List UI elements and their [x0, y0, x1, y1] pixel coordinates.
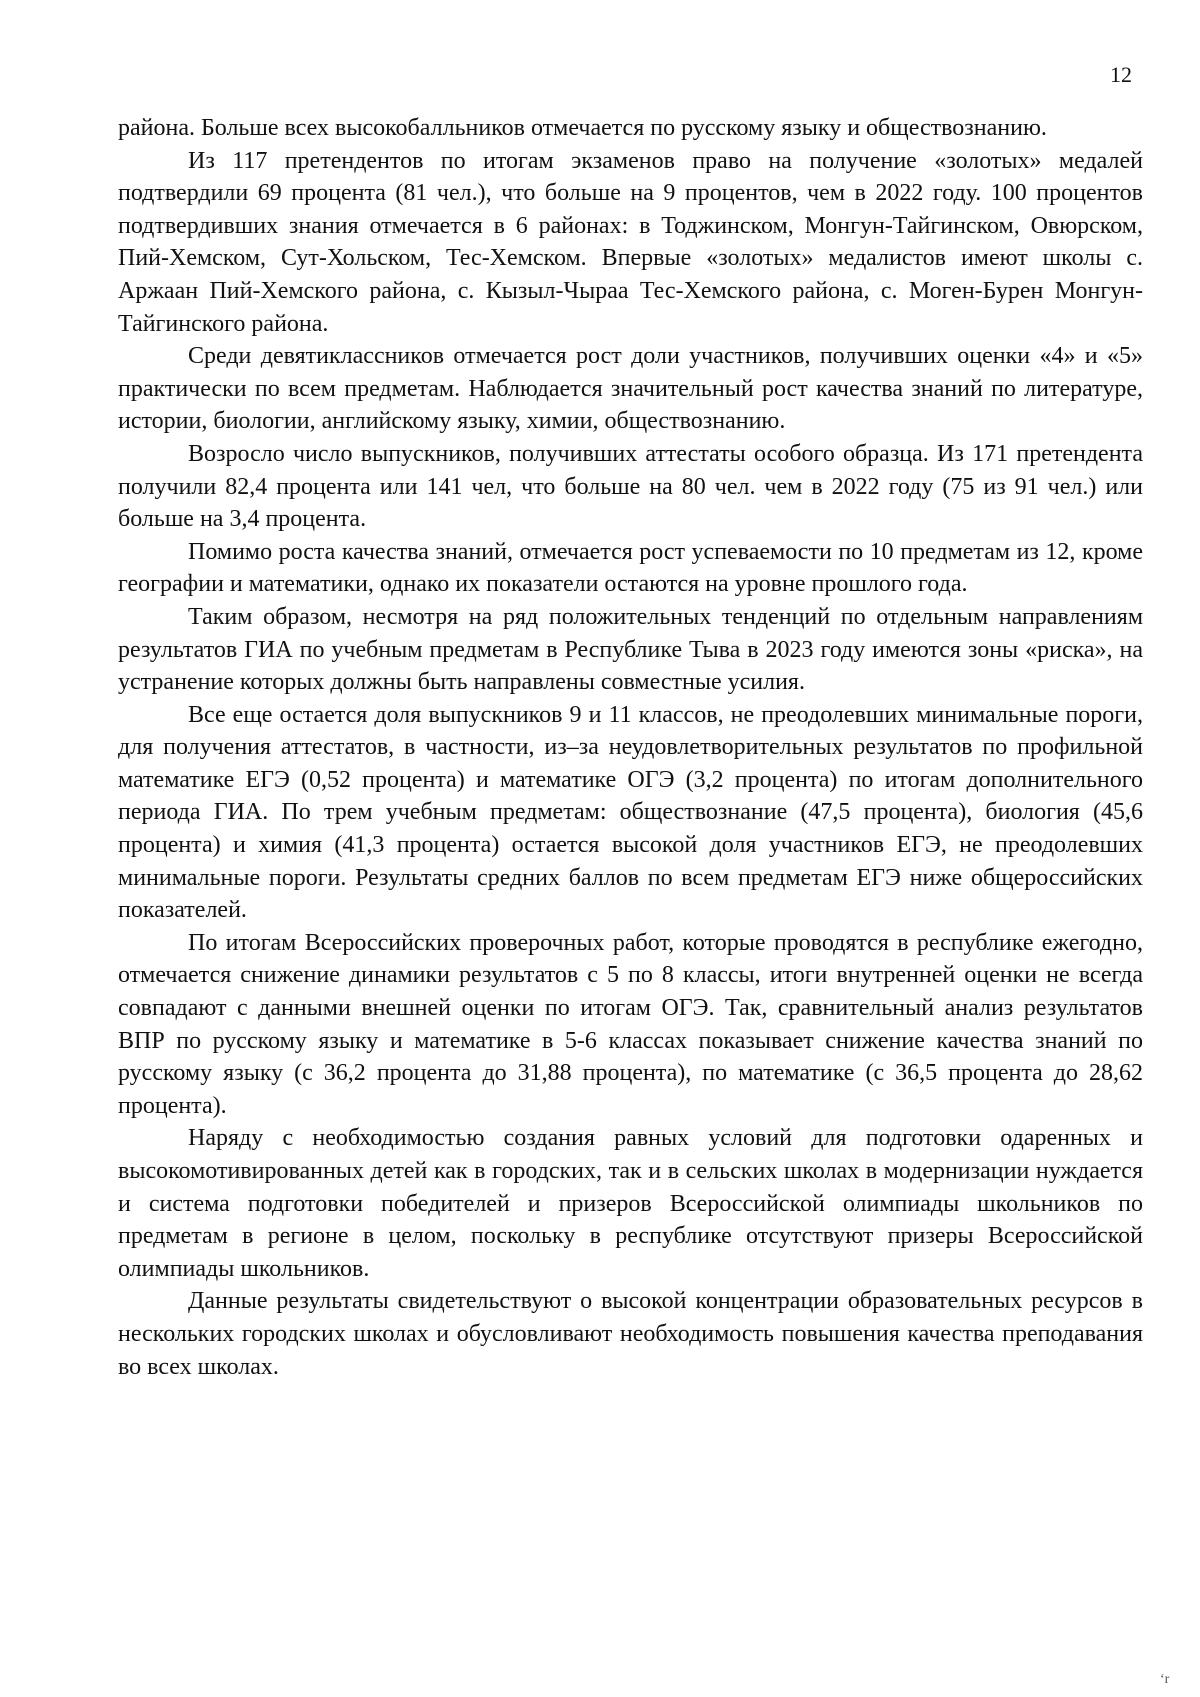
paragraph-risk-zones: Таким образом, несмотря на ряд положительных тенденций по отдельным направлениям результатов ГИА по учебным предметам в Республике Тыва в 2023 году имеются зоны «риска», на устранение которых должны быть направлены совместные усилия.	[118, 603, 1143, 696]
paragraph-vpr-results: По итогам Всероссийских проверочных работ, которые проводятся в республике ежегодно, отмечается снижение динамики результатов с 5 по 8 классы, итоги внутренней оценки не всегда совпадают с данными внешней оценки по итогам ОГЭ. Так, сравнительный анализ результатов ВПР по русскому языку и математике в 5-6 классах показывает снижение качества знаний по русскому языку (с 36,2 процента до 31,88 процента), по математике (с 36,5 процента до 28,62 процента).	[118, 929, 1143, 1119]
paragraph-continuation: района. Больше всех высокобалльников отмечается по русскому языку и обществознанию.	[118, 115, 1047, 141]
page-number: 12	[1110, 62, 1132, 87]
paragraph-ninth-graders: Среди девятиклассников отмечается рост доли участников, получивших оценки «4» и «5» практически по всем предметам. Наблюдается значительный рост качества знаний по литературе, истории, биологии, английскому языку, химии, обществознанию.	[118, 343, 1143, 435]
paragraph-conclusion: Данные результаты свидетельствуют о высокой концентрации образовательных ресурсов в нескольких городских школах и обусловливают необходимость повышения качества преподавания во всех школах.	[118, 1288, 1143, 1380]
paragraph-academic-performance: Помимо роста качества знаний, отмечается рост успеваемости по 10 предметам из 12, кроме географии и математики, однако их показатели остаются на уровне прошлого года.	[118, 538, 1143, 598]
corner-mark: ʻr	[1160, 1672, 1170, 1687]
paragraph-gold-medals: Из 117 претендентов по итогам экзаменов право на получение «золотых» медалей подтвердили 69 процента (81 чел.), что больше на 9 процентов, чем в 2022 году. 100 процентов подтвердивших знания отмечается в 6 районах: в Тоджинском, Монгун-Тайгинском, Овюрском, Пий-Хемском, Сут-Хольском, Тес-Хемском. Впервые «золотых» медалистов имеют школы с. Аржаан Пий-Хемского района, с. Кызыл-Чыраа Тес-Хемского района, с. Моген-Бурен Монгун-Тайгинского района.	[118, 147, 1143, 337]
paragraph-olympiad: Наряду с необходимостью создания равных условий для подготовки одаренных и высокомотивированных детей как в городских, так и в сельских школах в модернизации нуждается и система подготовки победителей и призеров Всероссийской олимпиады школьников по предметам в регионе в целом, поскольку в республике отсутствуют призеры Всероссийской олимпиады школьников.	[118, 1125, 1143, 1282]
paragraph-minimum-thresholds: Все еще остается доля выпускников 9 и 11 классов, не преодолевших минимальные пороги, для получения аттестатов, в частности, из–за неудовлетворительных результатов по профильной математике ЕГЭ (0,52 процента) и математике ОГЭ (3,2 процента) по итогам дополнительного периода ГИА. По трем учебным предметам: обществознание (47,5 процента), биология (45,6 процента) и химия (41,3 процента) остается высокой доля участников ЕГЭ, не преодолевших минимальные пороги. Результаты средних баллов по всем предметам ЕГЭ ниже общероссийских показателей.	[118, 701, 1143, 924]
document-body	[118, 112, 1143, 1383]
paragraph-special-certificates: Возросло число выпускников, получивших аттестаты особого образца. Из 171 претендента получили 82,4 процента или 141 чел, что больше на 80 чел. чем в 2022 году (75 из 91 чел.) или больше на 3,4 процента.	[118, 440, 1143, 533]
